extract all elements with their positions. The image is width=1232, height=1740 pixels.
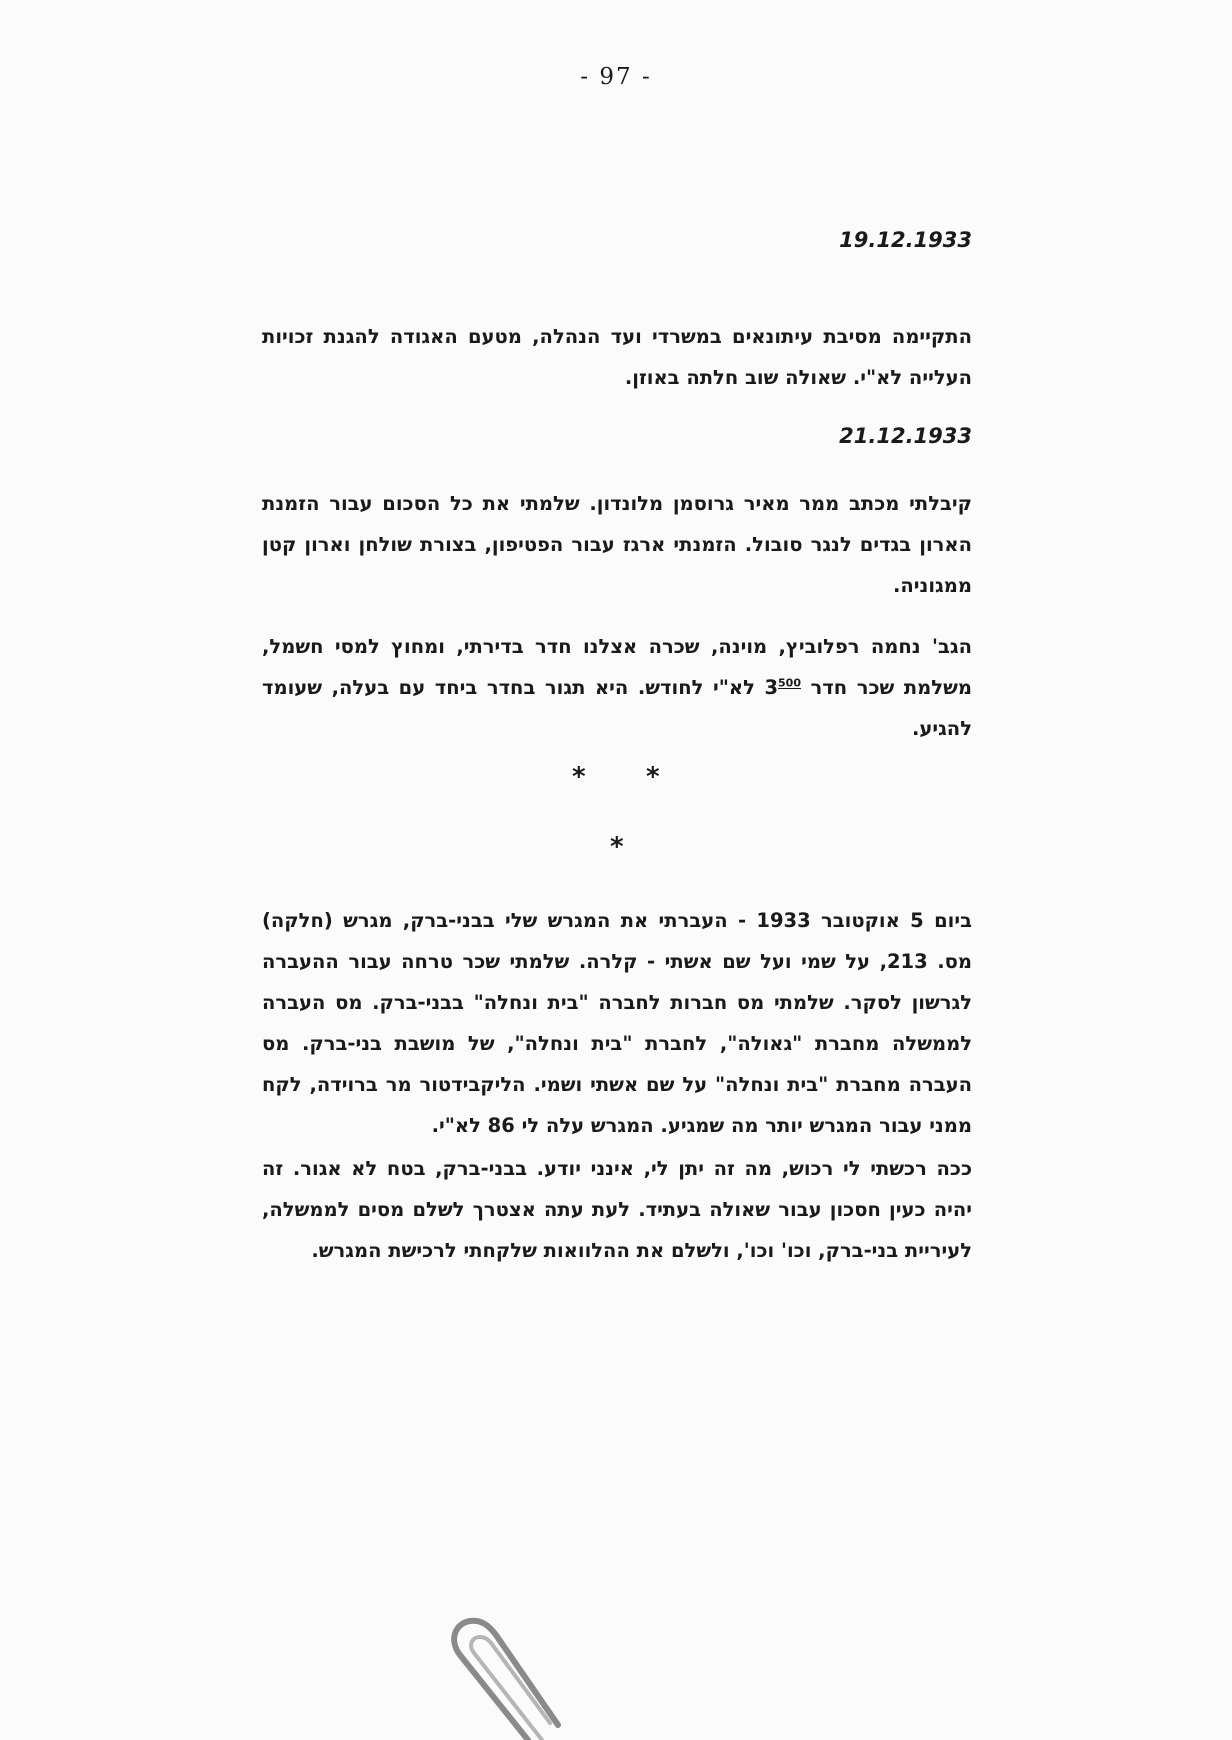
entry-2-paragraph-1: קיבלתי מכתב ממר מאיר גרוסמן מלונדון. שלמתי את כל הסכום עבור הזמנת הארון בגדים לנגר סובול. הזמנתי ארגז עבור הפטיפון, בצורת שולחן וארון קטן ממגוניה. <box>262 492 972 597</box>
closing-paragraph-2: ככה רכשתי לי רכוש, מה זה יתן לי, אינני יודע. בבני-ברק, בטח לא אגור. זה יהיה כעין חסכון עבור שאולה בעתיד. לעת עתה אצטרך לשלם מסים לממשלה, לעיריית בני-ברק, וכו' וכו', ולשלם את ההלוואות שלקחתי לרכישת המגרש. <box>262 1157 972 1262</box>
entry-2-rent-paragraph <box>262 626 972 749</box>
entry-1-paragraph: התקיימה מסיבת עיתונאים במשרדי ועד הנהלה, מטעם האגודה להגנת זכויות העלייה לא"י. שאולה שוב חלתה באוזן. <box>262 325 972 389</box>
entry-date-2: 21.12.1933 <box>839 424 972 448</box>
rent-text-after: לא"י לחודש. היא תגור בחדר ביחד עם בעלה, שעומד להגיע. <box>262 676 972 740</box>
entry-date-1: 19.12.1933 <box>839 228 972 252</box>
rent-amount-main: 3 <box>764 676 779 699</box>
paperclip-icon <box>430 1605 570 1740</box>
rent-text-before: הגב' נחמה רפלוביץ, מוינה, שכרה אצלנו חדר בדירתי, ומחוץ למסי חשמל, משלמת שכר חדר <box>262 635 972 699</box>
page-number: - 97 - <box>580 64 652 90</box>
separator-star-right: * <box>646 762 660 792</box>
separator-star-bottom: * <box>610 832 624 862</box>
separator-star-left: * <box>572 762 586 792</box>
rent-amount-sup: 500 <box>778 676 801 690</box>
closing-paragraph-1: ביום 5 אוקטובר 1933 - העברתי את המגרש שלי בבני-ברק, מגרש (חלקה) מס. 213, על שמי ועל שם אשתי - קלרה. שלמתי שכר טרחה עבור ההעברה לגרשון לסקר. שלמתי מס חברות לחברה "בית ונחלה" בבני-ברק. מס העברה לממשלה מחברת "גאולה", לחברת "בית ונחלה", של מושבת בני-ברק. מס העברה מחברת "בית ונחלה" על שם אשתי ושמי. הליקבידטור מר ברוידה, לקח ממני עבור המגרש יותר מה שמגיע. המגרש עלה לי 86 לא"י. <box>262 909 972 1137</box>
rent-amount <box>764 676 801 699</box>
